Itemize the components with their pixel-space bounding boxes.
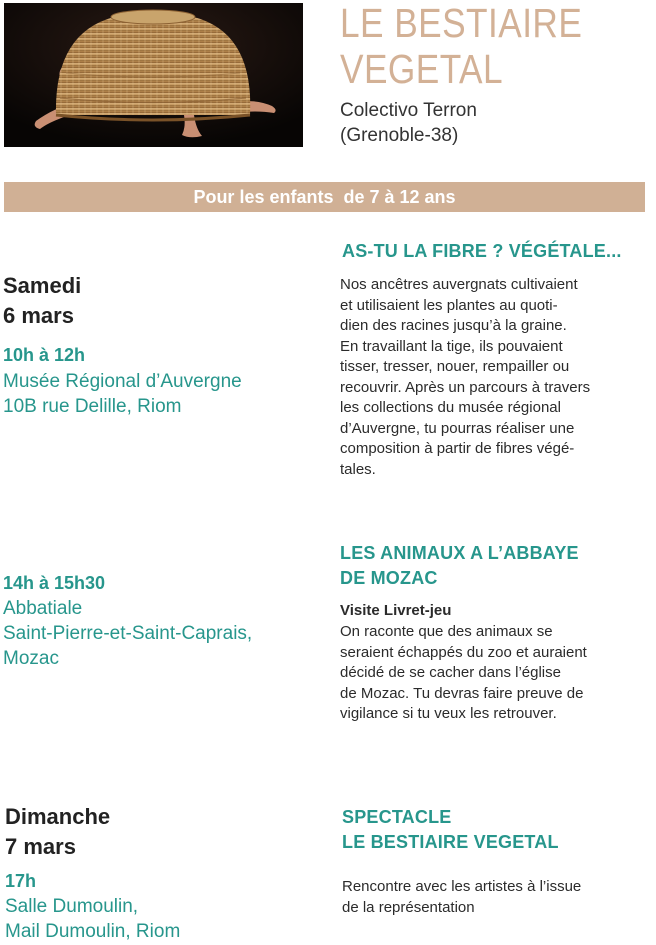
- event-3-title-line-1: SPECTACLE: [342, 807, 452, 827]
- description-line: de la représentation: [342, 898, 475, 916]
- event-3-day: Dimanche: [5, 804, 111, 829]
- event-3-date: 7 mars: [5, 834, 76, 859]
- event-3-title-line-2: LE BESTIAIRE VEGETAL: [342, 832, 559, 852]
- event-1-date: 6 mars: [3, 303, 74, 328]
- description-line: vigilance si tu veux les retrouver.: [340, 705, 557, 722]
- company-origin: (Grenoble-38): [340, 125, 459, 146]
- description-line: de Mozac. Tu devras faire preuve de: [340, 684, 584, 702]
- show-title-line-1: LE BESTIAIRE: [340, 0, 583, 46]
- event-3-place-line-2: Mail Dumoulin, Riom: [5, 921, 181, 942]
- event-2-title-line-2: DE MOZAC: [340, 568, 438, 588]
- event-1-title: AS-TU LA FIBRE ? VÉGÉTALE...: [342, 241, 622, 261]
- description-line: décidé de se cacher dans l’église: [340, 664, 561, 681]
- description-line: les collections du musée régional: [340, 399, 561, 416]
- description-line: dien des racines jusqu’à la graine.: [340, 317, 567, 334]
- event-2-title-line-1: LES ANIMAUX A L’ABBAYE: [340, 543, 579, 563]
- event-2-time: 14h à 15h30: [3, 573, 106, 593]
- description-line: tales.: [340, 460, 376, 478]
- event-2-place-line-1: Abbatiale: [3, 598, 83, 619]
- description-line: Rencontre avec les artistes à l’issue: [342, 878, 582, 895]
- age-band: Pour les enfants de 7 à 12 ans: [4, 182, 645, 212]
- event-3-place-line-1: Salle Dumoulin,: [5, 896, 139, 917]
- event-3-time: 17h: [5, 871, 37, 891]
- description-line: En travaillant la tige, ils pouvaient: [340, 337, 563, 355]
- event-1-day: Samedi: [3, 273, 82, 298]
- description-line: recouvrir. Après un parcours à travers: [340, 378, 591, 396]
- event-2-description: [340, 622, 587, 725]
- event-3-description: [342, 877, 581, 918]
- event-1-time: 10h à 12h: [3, 345, 86, 365]
- event-2-place-line-3: Mozac: [3, 648, 59, 669]
- description-line: composition à partir de fibres végé-: [340, 440, 575, 457]
- description-line: tisser, tresser, nouer, rempailler ou: [340, 358, 570, 375]
- event-2-subheading: Visite Livret-jeu: [340, 602, 452, 619]
- description-line: d’Auvergne, tu pourras réaliser une: [340, 419, 575, 437]
- description-line: seraient échappés du zoo et auraient: [340, 643, 587, 661]
- company-name: Colectivo Terron: [340, 100, 477, 121]
- performance-photo: [4, 3, 303, 147]
- event-2-place-line-2: Saint-Pierre-et-Saint-Caprais,: [3, 623, 253, 644]
- event-1-place-line-1: Musée Régional d’Auvergne: [3, 371, 242, 392]
- event-1-place-line-2: 10B rue Delille, Riom: [3, 396, 182, 417]
- description-line: et utilisaient les plantes au quoti-: [340, 296, 558, 314]
- show-title-line-2: VEGETAL: [340, 46, 504, 92]
- description-line: On raconte que des animaux se: [340, 623, 553, 640]
- event-1-description: [340, 275, 590, 480]
- wicker-basket-illustration: [4, 3, 303, 147]
- description-line: Nos ancêtres auvergnats cultivaient: [340, 276, 578, 293]
